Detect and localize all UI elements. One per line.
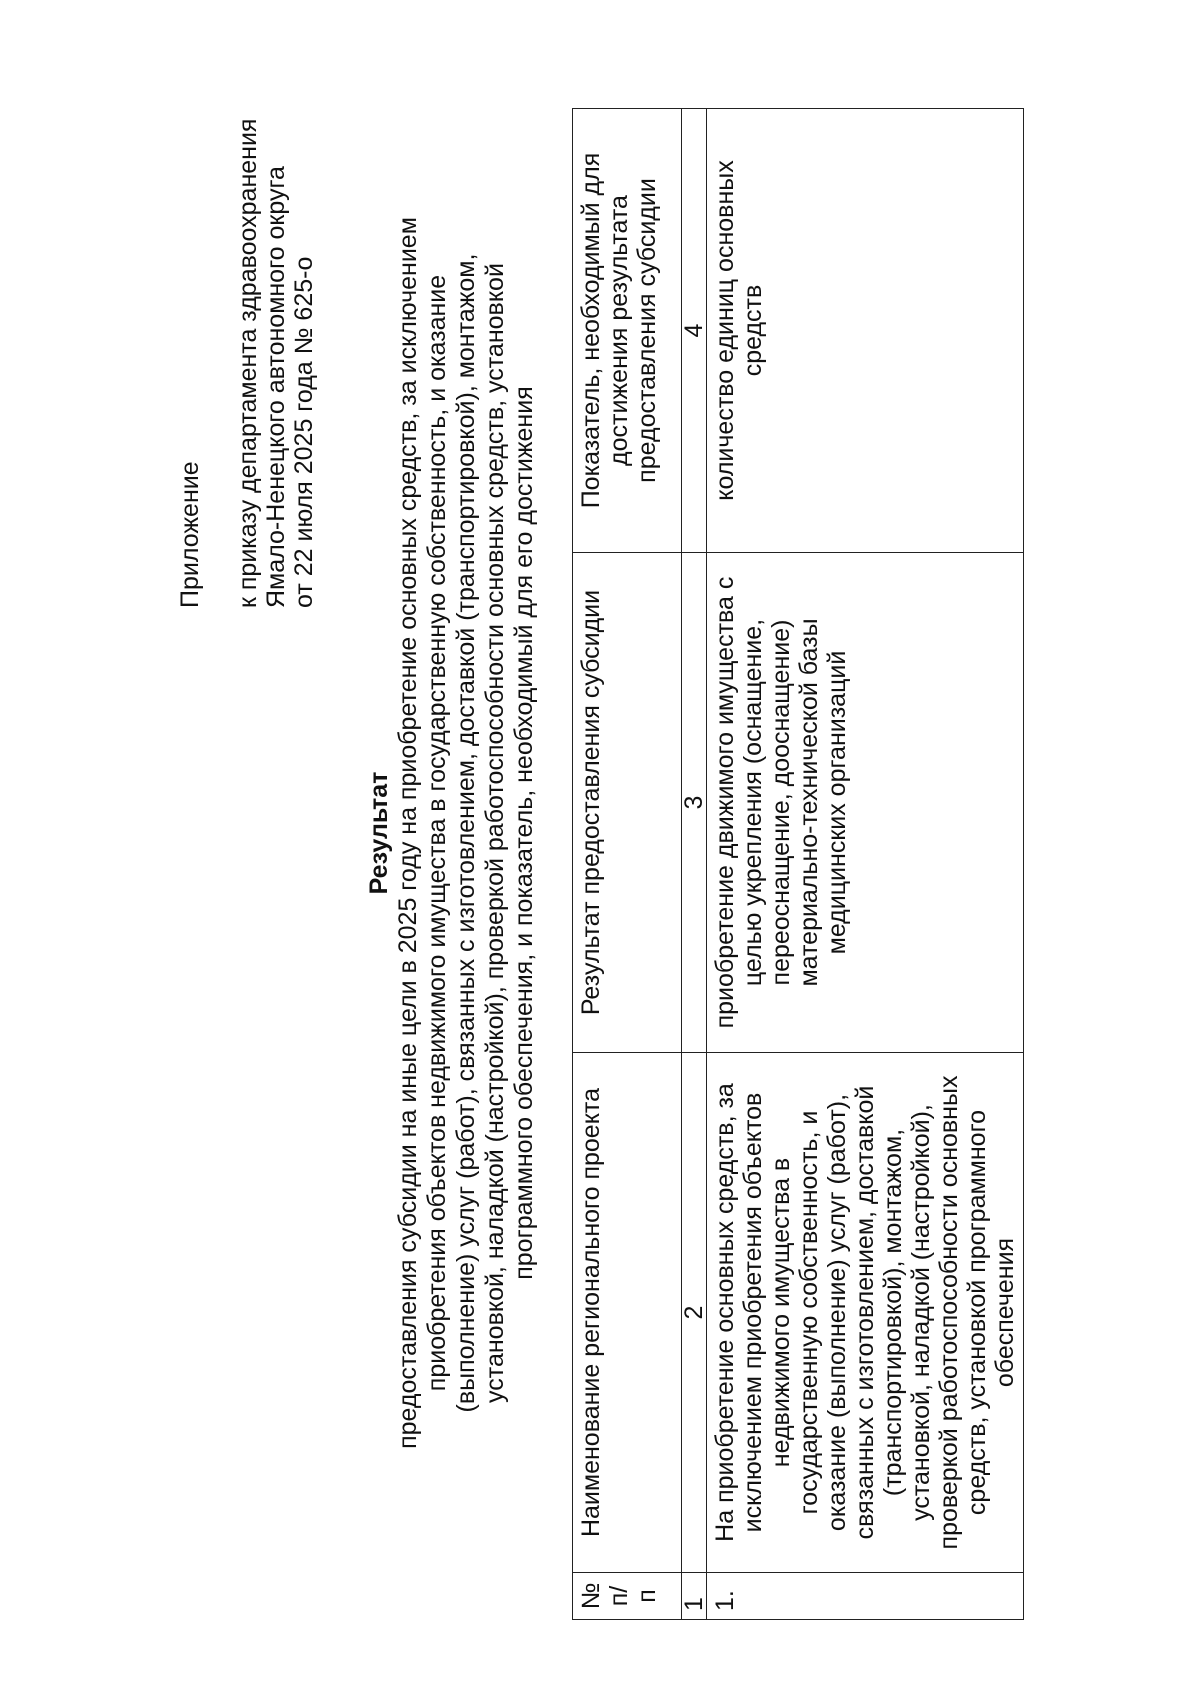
results-table bbox=[572, 108, 1024, 1620]
table-header-row bbox=[573, 109, 682, 1620]
column-number-row bbox=[682, 109, 707, 1620]
row-indicator: количество единиц основных средств bbox=[707, 109, 1024, 553]
appendix-line-3: от 22 июля 2025 года № 625-о bbox=[290, 256, 318, 608]
document-heading: Результат bbox=[365, 771, 393, 895]
document-page bbox=[12, 68, 1162, 1668]
table-row bbox=[707, 109, 1024, 1620]
header-project: Наименование регионального проекта bbox=[573, 1053, 682, 1573]
column-number-4: 4 bbox=[682, 109, 707, 553]
column-number-3: 3 bbox=[682, 553, 707, 1053]
column-number-1: 1 bbox=[682, 1573, 707, 1620]
appendix-line-2: Ямало-Ненецкого автономного округа bbox=[262, 166, 290, 608]
header-indicator: Показатель, необходимый для достижения результата предоставления субсидии bbox=[573, 109, 682, 553]
document-title-block bbox=[365, 208, 539, 1458]
header-result: Результат предоставления субсидии bbox=[573, 553, 682, 1053]
appendix-line-1: к приказу департамента здравоохранения bbox=[234, 118, 262, 608]
header-number: № п/п bbox=[573, 1573, 682, 1620]
row-project-name: На приобретение основных средств, за исключением приобретения объектов недвижимого имущества в государственную собственность, и оказание (выполнение) услуг (работ), связанных с изготовлением, доставкой (транспортировкой), монтажом, установкой, наладкой (настройкой), проверкой работоспособности основных средств, установкой программного обеспечения bbox=[707, 1053, 1024, 1573]
appendix-block bbox=[176, 119, 318, 608]
row-number: 1. bbox=[707, 1573, 1024, 1620]
column-number-2: 2 bbox=[682, 1053, 707, 1573]
document-title-body: предоставления субсидии на иные цели в 2025 году на приобретение основных средств, за исключением приобретения объектов недвижимого имущества в государственную собственность, и оказание (выполнение) услуг (работ), связанных с изготовлением, доставкой (транспортировкой), монтажом, установкой, наладкой (настройкой), проверкой работоспособности основных средств, установкой программного обеспечения, и показатель, необходимый для его достижения bbox=[394, 217, 538, 1449]
row-subsidy-result: приобретение движимого имущества с целью укрепления (оснащение, переоснащение, дооснащение) материально-технической базы медицинских организаций bbox=[707, 553, 1024, 1053]
appendix-title: Приложение bbox=[176, 461, 204, 608]
